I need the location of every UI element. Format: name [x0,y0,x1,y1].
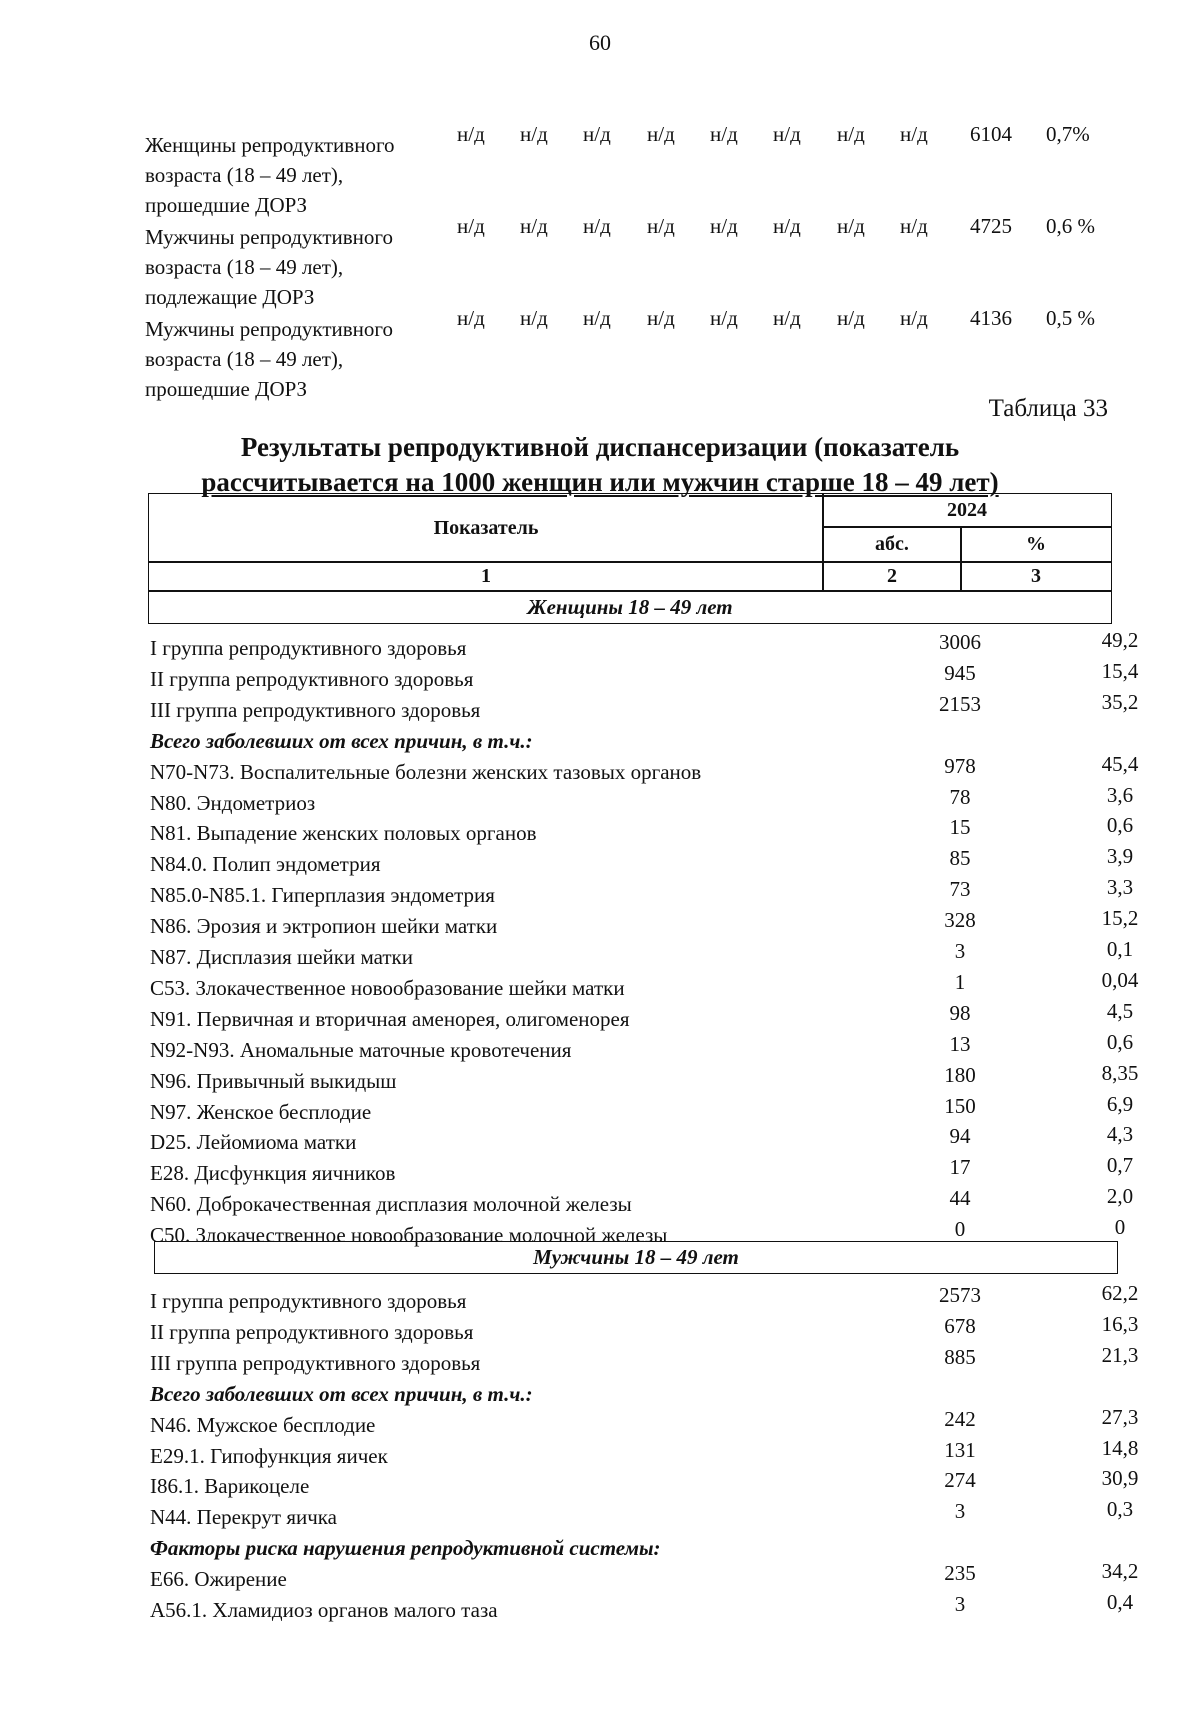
row-abs-value: 3 [954,1499,966,1524]
row-label: II группа репродуктивного здоровья [150,1319,474,1344]
top-row-abs: 4725 [970,214,1012,238]
top-row-cell: н/д [520,214,548,238]
row-abs-value: 17 [949,1155,971,1180]
row-pct-value: 0,3 [1106,1497,1134,1522]
top-row-cell: н/д [710,306,738,330]
header-col-1: 1 [148,561,824,592]
top-row-abs: 6104 [970,122,1012,146]
row-label: A56.1. Хламидиоз органов малого таза [150,1598,498,1622]
row-abs-value: 85 [949,846,971,871]
table-title-line-1: Результаты репродуктивной диспансеризации (показатель [240,432,960,462]
table-row [150,906,1139,939]
row-pct-value: 0,04 [1101,967,1139,992]
row-abs-value: 98 [949,1000,971,1025]
section-men: Мужчины 18 – 49 лет [154,1241,1118,1274]
row-pct-value: 49,2 [1101,628,1139,652]
row-abs-value: 3 [954,939,966,963]
table-row [150,1153,1134,1186]
row-pct-value: 34,2 [1101,1559,1139,1584]
row-pct-value: 0,7 [1106,1153,1134,1178]
row-pct-value: 3,9 [1106,844,1134,869]
top-row-cell: н/д [900,306,928,330]
header-col-3: 3 [960,561,1112,592]
top-row-cell: н/д [710,214,738,238]
row-label: Факторы риска нарушения репродуктивной системы: [150,1536,661,1561]
row-label: N87. Дисплазия шейки матки [150,945,413,969]
row-label: N97. Женское бесплодие [150,1099,372,1124]
top-row-label: Женщины репродуктивного возраста (18 – 49 лет), прошедшие ДОРЗ [145,133,395,217]
row-abs-value: 73 [949,877,971,902]
row-label: N96. Привычный выкидыш [150,1068,397,1093]
row-pct-value: 4,5 [1106,998,1134,1023]
top-row-cell: н/д [457,122,485,146]
top-row [145,122,1105,217]
row-pct-value: 30,9 [1101,1466,1139,1491]
header-indicator: Показатель [148,493,824,563]
table-row [150,658,1139,691]
top-row-label: Мужчины репродуктивного возраста (18 – 49 лет), подлежащие ДОРЗ [145,225,393,309]
table-row [150,1590,1134,1622]
top-row-pct: 0,7% [1046,122,1090,146]
row-pct-value: 2,0 [1106,1184,1134,1209]
top-row-pct: 0,5 % [1046,306,1095,330]
row-abs-value: 94 [949,1124,971,1149]
row-pct-value: 35,2 [1101,689,1139,714]
top-row-pct: 0,6 % [1046,214,1095,238]
top-row-cell: н/д [520,122,548,146]
row-pct-value: 21,3 [1101,1342,1139,1367]
row-abs-value: 242 [944,1406,976,1431]
top-row-cell: н/д [583,122,611,146]
row-abs-value: 131 [944,1437,976,1462]
row-label: N81. Выпадение женских половых органов [150,821,537,846]
row-label: C53. Злокачественное новообразование шейки матки [150,975,625,1000]
row-label: Всего заболевших от всех причин, в т.ч.: [150,728,533,753]
top-row [145,214,1105,309]
row-abs-value: 328 [944,908,976,933]
row-label: E28. Дисфункция яичников [150,1161,396,1186]
row-pct-value: 0,6 [1106,1029,1134,1054]
row-label: II группа репродуктивного здоровья [150,666,474,691]
row-label: E29.1. Гипофункция яичек [150,1443,388,1468]
row-pct-value: 45,4 [1101,751,1139,776]
row-label: E66. Ожирение [150,1567,287,1592]
row-pct-value: 62,2 [1101,1281,1139,1305]
row-pct-value: 0,6 [1106,813,1134,838]
top-row-cell: н/д [773,306,801,330]
top-row-cell: н/д [710,122,738,146]
row-label: D25. Лейомиома матки [150,1130,357,1155]
table-row [150,1559,1139,1592]
top-row-cell: н/д [773,214,801,238]
table-row [150,1311,1139,1344]
row-abs-value: 3 [954,1592,966,1616]
top-row-label: Мужчины репродуктивного возраста (18 – 49 лет), прошедшие ДОРЗ [145,317,393,401]
row-abs-value: 150 [944,1093,976,1118]
table-row [150,998,1134,1031]
row-label: N80. Эндометриоз [150,790,316,815]
row-pct-value: 0 [1114,1215,1126,1240]
header-pct: % [960,526,1112,563]
top-row [145,306,1105,401]
table-number: Таблица 33 [988,395,1108,422]
top-row-cell: н/д [457,306,485,330]
table-row [150,1342,1139,1375]
row-label: Всего заболевших от всех причин, в т.ч.: [150,1381,533,1406]
row-pct-value: 15,4 [1101,658,1139,683]
top-row-cell: н/д [647,122,675,146]
table-row [150,813,1134,846]
header-abs: абс. [822,526,962,563]
row-pct-value: 4,3 [1106,1122,1134,1147]
table-row [150,875,1134,908]
top-row-cell: н/д [647,306,675,330]
table-row [150,1281,1139,1313]
top-row-cell: н/д [583,306,611,330]
row-label: N86. Эрозия и эктропион шейки матки [150,914,498,939]
row-abs-value: 13 [949,1031,971,1056]
row-abs-value: 78 [949,784,971,809]
row-label: N46. Мужское бесплодие [150,1412,376,1437]
row-label: I86.1. Варикоцеле [150,1474,310,1499]
table-row [150,967,1139,1000]
row-abs-value: 44 [949,1186,971,1211]
table-row [150,844,1134,877]
table-row [150,1404,1139,1437]
table-row [150,1466,1139,1499]
row-pct-value: 3,3 [1106,875,1134,900]
row-abs-value: 0 [954,1217,966,1242]
header-col-2: 2 [822,561,962,592]
top-row-cell: н/д [520,306,548,330]
top-row-cell: н/д [900,214,928,238]
page-number: 60 [589,30,611,55]
row-abs-value: 2153 [939,691,981,716]
top-row-cell: н/д [773,122,801,146]
top-row-cell: н/д [647,214,675,238]
row-pct-value: 14,8 [1101,1435,1139,1460]
top-row-cell: н/д [837,306,865,330]
section-women: Женщины 18 – 49 лет [148,590,1112,624]
row-label: N44. Перекрут яичка [150,1505,337,1530]
row-label: N60. Доброкачественная дисплазия молочной железы [150,1192,632,1217]
continued-table-rows [145,122,1105,401]
table-row [150,1029,1134,1062]
table-row [150,937,1134,969]
row-label: N92-N93. Аномальные маточные кровотечения [150,1037,572,1062]
row-pct-value: 0,4 [1106,1590,1134,1614]
subheading-row [150,1530,1100,1560]
row-label: III группа репродуктивного здоровья [150,697,481,722]
row-label: N85.0-N85.1. Гиперплазия эндометрия [150,883,495,908]
row-pct-value: 15,2 [1101,906,1139,931]
row-abs-value: 978 [944,753,976,778]
row-abs-value: 274 [944,1468,976,1493]
table-row [150,1435,1139,1468]
top-row-cell: н/д [583,214,611,238]
row-abs-value: 945 [944,660,976,685]
table-row [150,1184,1134,1217]
table-title [150,430,1050,500]
table-row [150,782,1134,815]
table-row [150,751,1139,784]
top-row-cell: н/д [900,122,928,146]
row-abs-value: 1 [954,969,966,994]
row-label: III группа репродуктивного здоровья [150,1350,481,1375]
row-abs-value: 678 [944,1313,976,1338]
row-abs-value: 3006 [939,630,981,654]
top-row-abs: 4136 [970,306,1012,330]
top-row-cell: н/д [457,214,485,238]
table-row [150,1122,1134,1155]
header-year: 2024 [822,493,1112,528]
row-label: N70-N73. Воспалительные болезни женских тазовых органов [150,759,702,784]
row-abs-value: 180 [944,1062,976,1087]
subheading-row [150,723,1100,753]
row-pct-value: 6,9 [1106,1091,1134,1116]
row-abs-value: 885 [944,1344,976,1369]
table-row [150,628,1139,660]
row-abs-value: 15 [949,815,971,840]
table-row [150,1060,1139,1093]
table-title-line-2: рассчитывается на 1000 женщин или мужчин старше 18 – 49 лет) [201,467,999,497]
top-row-cell: н/д [837,214,865,238]
row-pct-value: 3,6 [1106,782,1134,807]
row-abs-value: 235 [944,1561,976,1586]
row-label: I группа репродуктивного здоровья [150,636,467,660]
row-label: N84.0. Полип эндометрия [150,852,381,877]
row-pct-value: 8,35 [1101,1060,1139,1085]
row-pct-value: 16,3 [1101,1311,1139,1336]
row-label: N91. Первичная и вторичная аменорея, олигоменорея [150,1006,630,1031]
table-row [150,1497,1134,1530]
row-pct-value: 0,1 [1106,937,1134,961]
table-row [150,1091,1134,1124]
row-label: C50. Злокачественное новообразование молочной железы [150,1223,668,1248]
top-row-cell: н/д [837,122,865,146]
row-label: I группа репродуктивного здоровья [150,1289,467,1313]
row-abs-value: 2573 [939,1283,981,1307]
table-row [150,689,1139,722]
subheading-row [150,1376,1100,1406]
row-pct-value: 27,3 [1101,1404,1139,1429]
